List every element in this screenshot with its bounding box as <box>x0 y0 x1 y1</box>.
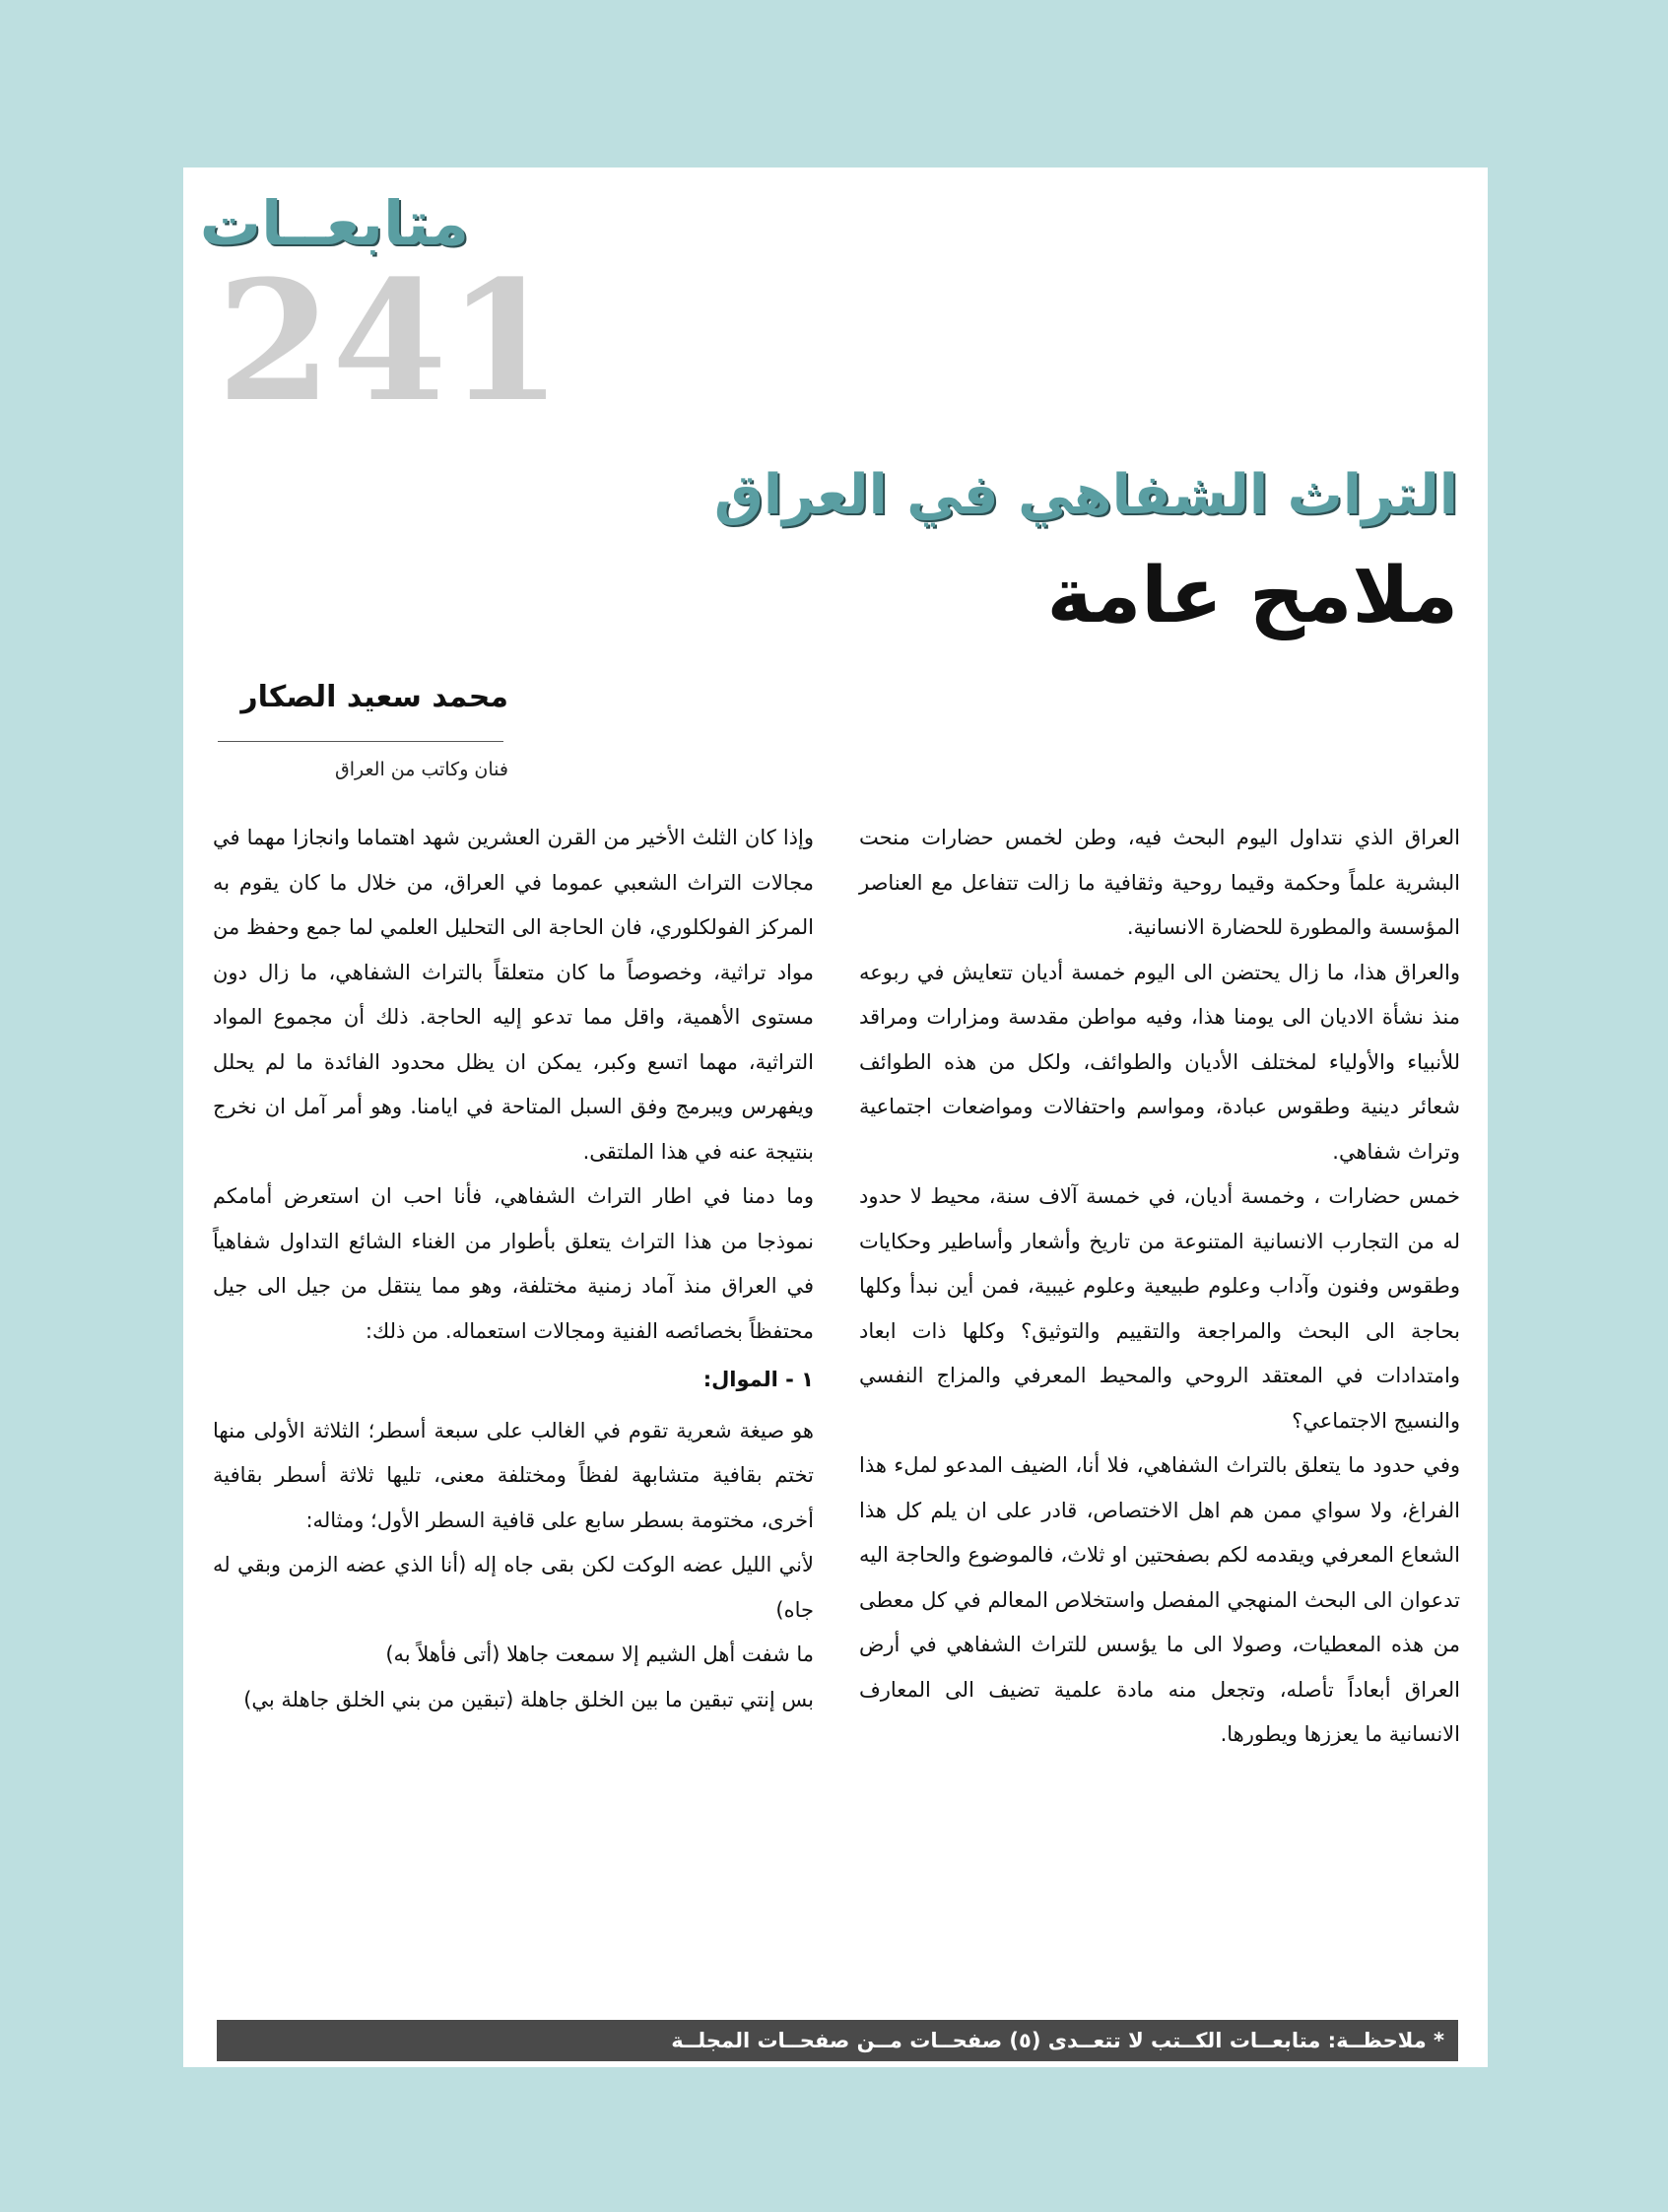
article-title: التراث الشفاهي في العراق <box>713 463 1458 527</box>
author-divider <box>218 741 503 742</box>
author-name: محمد سعيد الصكار <box>240 680 508 714</box>
article-page <box>183 168 1488 2067</box>
paragraph: والعراق هذا، ما زال يحتضن الى اليوم خمسة أديان تتعايش في ربوعه منذ نشأة الاديان الى يومنا هذا، وفيه مواطن مقدسة ومزارات ومراقد للأنبياء والأولياء لمختلف الأديان والطوائف، ولكل من هذه الطوائف شعائر دينية وطقوس عبادة، ومواسم واحتفالات ومواضعات اجتماعية وتراث شفاهي. <box>859 960 1460 1164</box>
paragraph: العراق الذي نتداول اليوم البحث فيه، وطن لخمس حضارات منحت البشرية علماً وحكمة وقيما روحية وثقافية ما زالت تتفاعل مع العناصر المؤسسة والمطورة للحضارة الانسانية. <box>859 826 1460 939</box>
paragraph: وما دمنا في اطار التراث الشفاهي، فأنا احب ان استعرض أمامكم نموذجا من هذا التراث يتعلق بأطوار من الغناء الشائع التداول شفاهياً في العراق منذ آماد زمنية مختلفة، وهو مما ينتقل من جيل الى جيل محتفظاً بخصائصه الفنية ومجالات استعماله. من ذلك: <box>213 1184 814 1343</box>
section-subheading: ١ - الموال: <box>702 1368 814 1391</box>
text-column-right <box>859 816 1460 2176</box>
paragraph: خمس حضارات ، وخمسة أديان، في خمسة آلاف سنة، محيط لا حدود له من التجارب الانسانية المتنوعة من تاريخ وأشعار وأساطير وحكايات وطقوس وفنون وآداب وعلوم طبيعية وعلوم غيبية، فمن أين نبدأ وكلها بحاجة الى البحث والمراجعة والتقييم والتوثيق؟ وكلها ذات ابعاد وامتدادات في المعتقد الروحي والمحيط المعرفي والمزاج النفسي والنسيج الاجتماعي؟ <box>859 1184 1460 1433</box>
issue-number: 241 <box>217 243 563 438</box>
verse-line: لأني الليل عضه الوكت لكن بقى جاه إله (أنا الذي عضه الزمن وبقي له جاه) <box>213 1553 814 1622</box>
text-column-left <box>213 816 814 2176</box>
author-role: فنان وكاتب من العراق <box>334 759 508 780</box>
footer-note: * ملاحظــة: متابعــات الكــتب لا تتعــدى (٥) صفحــات مــن صفحــات المجلــة <box>217 2020 1458 2061</box>
section-title: متابعــات <box>199 187 469 259</box>
verse-line: بس إنتي تبقين ما بين الخلق جاهلة (تبقين من بني الخلق جاهلة بي) <box>243 1687 814 1711</box>
paragraph: وفي حدود ما يتعلق بالتراث الشفاهي، فلا أنا، الضيف المدعو لملء هذا الفراغ، ولا سواي ممن هم اهل الاختصاص، قادر على ان يلم كل هذا الشعاع المعرفي ويقدمه لكم بصفحتين او ثلاث، فالموضوع والحاجة اليه تدعوان الى البحث المنهجي المفصل واستخلاص المعالم في كل معطى من هذه المعطيات، وصولا الى ما يؤسس للتراث الشفاهي في أرض العراق أبعاداً تأصله، وتجعل منه مادة علمية تضيف الى المعارف الانسانية ما يعززها ويطورها. <box>859 1453 1460 1746</box>
paragraph: وإذا كان الثلث الأخير من القرن العشرين شهد اهتماما وانجازا مهما في مجالات التراث الشعبي عموما في العراق، من خلال ما كان يقوم به المركز الفولكلوري، فان الحاجة الى التحليل العلمي لما جمع وحفظ من مواد تراثية، وخصوصاً ما كان متعلقاً بالتراث الشفاهي، ما زال دون مستوى الأهمية، واقل مما تدعو إليه الحاجة. ذلك أن مجموع المواد التراثية، مهما اتسع وكبر، يمكن ان يظل محدود الفائدة ما لم يحلل ويفهرس ويبرمج وفق السبل المتاحة في ايامنا. وهو أمر آمل ان نخرج بنتيجة عنه في هذا الملتقى. <box>213 826 814 1164</box>
article-subtitle: ملامح عامة <box>1046 552 1458 640</box>
paragraph: هو صيغة شعرية تقوم في الغالب على سبعة أسطر؛ الثلاثة الأولى منها تختم بقافية متشابهة لفظاً ومختلفة معنى، تليها ثلاثة أسطر بقافية أخرى، مختومة بسطر سابع على قافية السطر الأول؛ ومثاله: <box>213 1418 814 1532</box>
verse-line: ما شفت أهل الشيم إلا سمعت جاهلا (أتى فأهلاً به) <box>385 1642 814 1666</box>
